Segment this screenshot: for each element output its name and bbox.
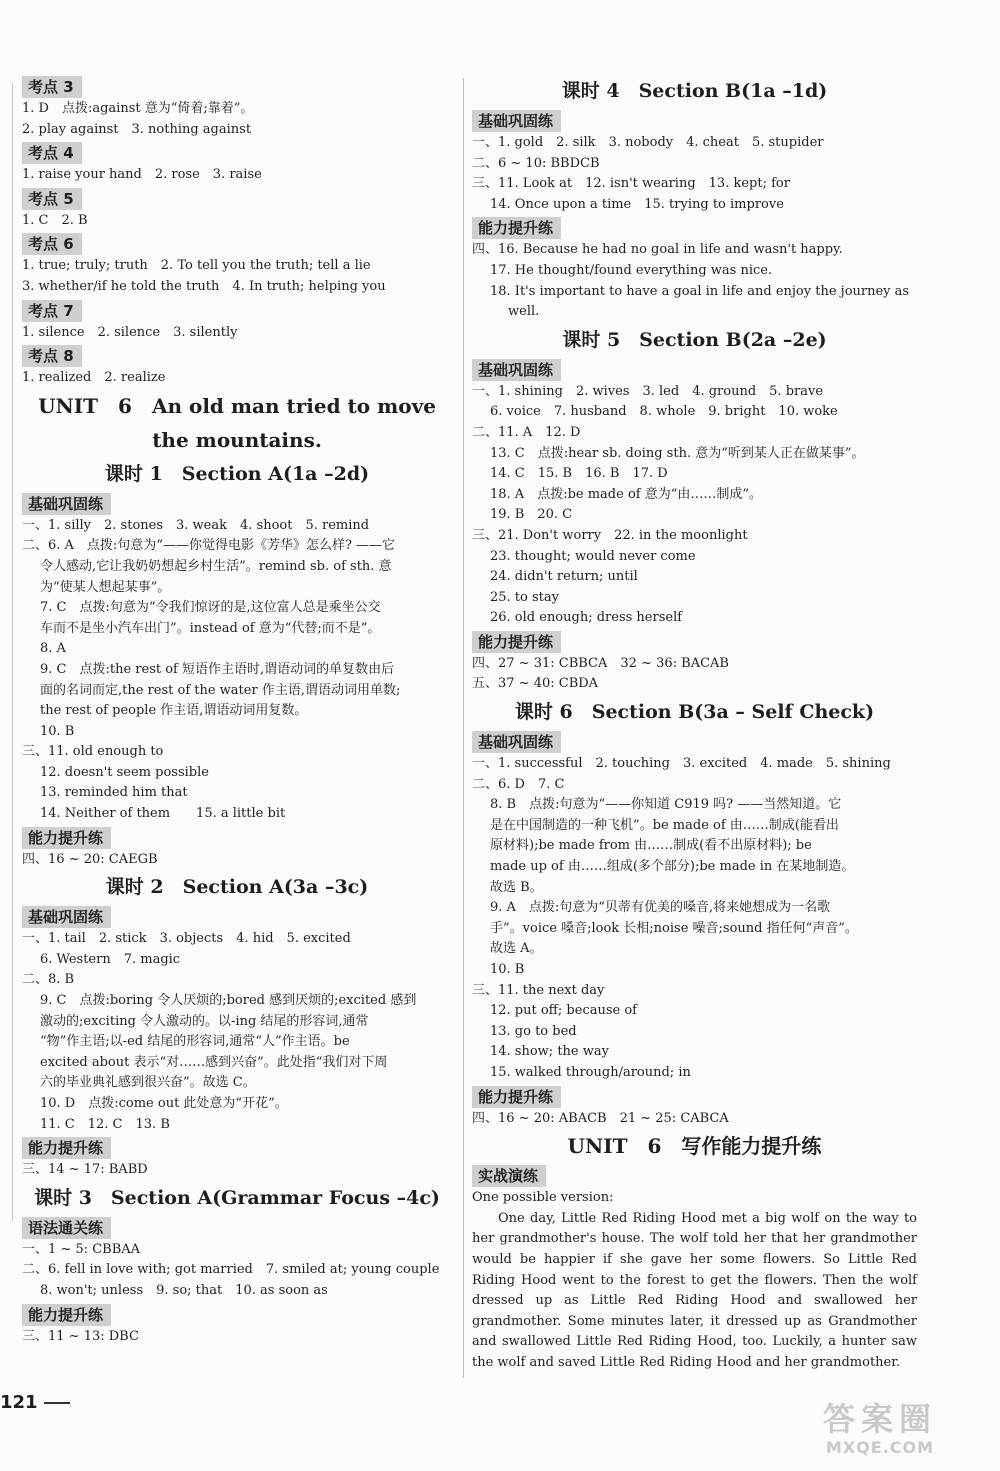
section-tag <box>22 1215 452 1240</box>
answer-line: 10. D 点拨:come out 此处意为“开花”。 <box>40 1096 288 1111</box>
answer-line: 手”。voice 嗓音;look 长相;noise 噪音;sound 指任何“声音”。 <box>490 920 858 936</box>
answer-line: 一、1 ~ 5: CBBAA <box>22 1241 141 1257</box>
answer-line: 8. B 点拨:句意为“——你知道 C919 吗? ——当然知道。它 <box>490 797 842 813</box>
section-tag-label: 基础巩固练 <box>472 110 561 132</box>
answer-line: 一、1. tail 2. stick 3. objects 4. hid 5. excited <box>22 931 351 947</box>
section-tag <box>22 1135 452 1160</box>
answer-line: 一、1. successful 2. touching 3. excited 4. made 5. shining <box>472 756 891 772</box>
answer-line: 二、11. A 12. D <box>472 424 581 440</box>
answer-line: 15. walked through/around; in <box>490 1064 691 1080</box>
answer-line: 1. C 2. B <box>22 212 88 228</box>
answer-line: 19. B 20. C <box>490 507 573 523</box>
answer-line: 8. won't; unless 9. so; that 10. as soon as <box>40 1282 328 1298</box>
answer-line: 四、27 ~ 31: CBBCA 32 ~ 36: BACAB <box>472 655 729 671</box>
answer-line: 17. He thought/found everything was nice. <box>490 262 773 278</box>
answer-line: 是在中国制造的一种飞机”。be made of 由……制成(能看出 <box>490 817 839 833</box>
answer-line: 23. thought; would never come <box>490 548 696 564</box>
lesson-heading: 课时 6 Section B(3a – Self Check) <box>514 701 875 724</box>
answer-line: 1. true; truly; truth 2. To tell you the truth; tell a lie <box>22 258 371 274</box>
answer-line: 25. to stay <box>490 589 559 605</box>
answer-line: 9. A 点拨:句意为“贝蒂有优美的嗓音,将来她想成为一名歌 <box>490 900 831 916</box>
answer-line: 1. D 点拨:against 意为“倚着;靠着”。 <box>22 101 254 116</box>
answer-line: 8. A <box>40 641 66 657</box>
unit-title: the mountains. <box>152 427 322 452</box>
section-tag-label: 考点 3 <box>22 76 82 98</box>
section-tag <box>22 140 452 165</box>
section-tag-label: 能力提升练 <box>472 1086 561 1108</box>
answer-line: 9. C 点拨:boring 令人厌烦的;bored 感到厌烦的;excited 感到 <box>40 993 417 1009</box>
watermark-logo <box>790 1400 970 1460</box>
answer-line: 9. C 点拨:the rest of 短语作主语时,谓语动词的单复数由后 <box>40 661 395 677</box>
section-tag-label: 考点 5 <box>22 188 82 210</box>
section-tag <box>22 904 452 929</box>
section-tag <box>472 215 917 240</box>
answer-line: “物”作主语;以-ed 结尾的形容词,通常“人”作主语。be <box>40 1034 350 1050</box>
answer-line: 令人感动,它让我奶奶想起乡村生活”。remind sb. of sth. 意 <box>40 558 392 574</box>
answer-line: 13. C 点拨:hear sb. doing sth. 意为“听到某人正在做某事”。 <box>490 445 865 461</box>
answer-line: 四、16. Because he had no goal in life and wasn't happy. <box>472 242 843 258</box>
section-tag <box>22 74 452 99</box>
answer-line: 1. silence 2. silence 3. silently <box>22 324 238 340</box>
answer-line: One possible version: <box>472 1190 614 1206</box>
lesson-heading: 课时 1 Section A(1a –2d) <box>104 462 370 485</box>
section-tag <box>22 343 452 368</box>
section-tag-label: 实战演练 <box>472 1165 546 1187</box>
right-column <box>472 74 917 1374</box>
left-margin-rule <box>12 82 13 1222</box>
essay-paragraph: One day, Little Red Riding Hood met a big wolf on the way to her grandmother's house. The wolf told her that her grandmother would be happier if she gave her some flowers. So Little Red Riding Hood went to the forest to get the flowers. Then the wolf dressed up as Little Red Riding Hood and swallowed her grandmother. Some minutes later, it dressed up as Grandmother and swallowed Little Red Riding Hood, too. Luckily, a hunter saw the wolf and saved Little Red Riding Hood and her grandmother. <box>472 1210 917 1370</box>
answer-line: 14. Once upon a time 15. trying to improve <box>490 196 784 212</box>
section-tag <box>22 186 452 211</box>
section-tag-label: 能力提升练 <box>22 827 111 849</box>
section-tag <box>472 629 917 654</box>
section-tag <box>22 825 452 850</box>
watermark-text: 答案圈 <box>822 1400 937 1438</box>
answer-line: 24. didn't return; until <box>490 569 638 585</box>
section-tag <box>22 491 452 516</box>
section-tag <box>22 1302 452 1327</box>
left-column <box>22 74 452 1347</box>
answer-line: 18. It's important to have a goal in life and enjoy the journey as <box>490 283 910 299</box>
section-tag-label: 考点 8 <box>22 345 82 367</box>
section-tag-label: 基础巩固练 <box>472 359 561 381</box>
answer-line: 14. show; the way <box>490 1044 609 1060</box>
section-tag <box>22 231 452 256</box>
page-number: 121 <box>0 1392 70 1413</box>
section-tag <box>472 108 917 133</box>
lesson-heading: 课时 4 Section B(1a –1d) <box>561 80 828 102</box>
answer-line: 为“使某人想起某事”。 <box>40 579 171 595</box>
lesson-heading: 课时 3 Section A(Grammar Focus –4c) <box>34 1186 440 1209</box>
answer-line: 二、8. B <box>22 972 75 988</box>
answer-line: 六的毕业典礼感到很兴奋”。故选 C。 <box>40 1075 256 1091</box>
answer-line: 原材料);be made from 由……制成(看不出原材料); be <box>490 838 812 854</box>
answer-line: 7. C 点拨:句意为“令我们惊讶的是,这位富人总是乘坐公交 <box>40 600 381 616</box>
answer-line: well. <box>508 304 540 320</box>
answer-line: 13. go to bed <box>490 1023 577 1039</box>
section-tag-label: 能力提升练 <box>472 631 561 653</box>
answer-line: 三、21. Don't worry 22. in the moonlight <box>472 527 748 543</box>
section-tag-label: 语法通关练 <box>22 1217 111 1239</box>
answer-line: 三、14 ~ 17: BABD <box>22 1162 148 1178</box>
section-tag <box>472 357 917 382</box>
unit-title: UNIT 6 An old man tried to move <box>38 393 436 418</box>
answer-line: 10. B <box>40 723 75 739</box>
answer-line: 14. Neither of them 15. a little bit <box>40 806 286 822</box>
section-tag-label: 基础巩固练 <box>472 731 561 753</box>
lesson-heading: 课时 2 Section A(3a –3c) <box>105 876 369 899</box>
answer-line: 1. realized 2. realize <box>22 370 166 386</box>
section-tag-label: 考点 7 <box>22 300 82 322</box>
section-tag-label: 基础巩固练 <box>22 493 111 515</box>
answer-line: 二、6. A 点拨:句意为“——你觉得电影《芳华》怎么样? ——它 <box>22 538 396 554</box>
section-tag-label: 能力提升练 <box>22 1304 111 1326</box>
answer-line: 三、11. old enough to <box>22 744 164 760</box>
section-tag-label: 基础巩固练 <box>22 906 111 928</box>
answer-line: 12. put off; because of <box>490 1003 637 1019</box>
section-tag-label: 能力提升练 <box>472 217 561 239</box>
answer-line: 四、16 ~ 20: CAEGB <box>22 851 158 867</box>
answer-line: 12. doesn't seem possible <box>40 764 209 780</box>
answer-line: 26. old enough; dress herself <box>490 610 683 626</box>
answer-line: 四、16 ~ 20: ABACB 21 ~ 25: CABCA <box>472 1110 729 1126</box>
section-tag-label: 考点 6 <box>22 233 82 255</box>
section-tag <box>22 298 452 323</box>
answer-line: 6. Western 7. magic <box>40 951 181 967</box>
answer-line: 10. B <box>490 962 525 977</box>
answer-line: 三、11. the next day <box>472 982 605 998</box>
answer-line: 13. reminded him that <box>40 785 188 801</box>
lesson-heading: 课时 5 Section B(2a –2e) <box>562 328 827 351</box>
answer-line: 二、6. fell in love with; got married 7. smiled at; young couple <box>22 1262 440 1278</box>
section-tag <box>472 1084 917 1109</box>
answer-line: 二、6. D 7. C <box>472 776 565 792</box>
answer-line: 1. raise your hand 2. rose 3. raise <box>22 167 262 183</box>
section-tag-label: 能力提升练 <box>22 1137 111 1159</box>
answer-line: 18. A 点拨:be made of 意为“由……制成”。 <box>490 486 763 502</box>
answer-line: 五、37 ~ 40: CBDA <box>472 676 599 692</box>
answer-line: made up of 由……组成(多个部分);be made in 在某地制造。 <box>490 859 855 875</box>
answer-line: 二、6 ~ 10: BBDCB <box>472 155 600 171</box>
answer-line: 故选 A。 <box>490 941 543 957</box>
section-tag <box>472 729 917 754</box>
answer-line: 一、1. silly 2. stones 3. weak 4. shoot 5. remind <box>22 517 370 533</box>
answer-line: 三、11 ~ 13: DBC <box>22 1328 139 1344</box>
answer-line: 故选 B。 <box>490 879 543 895</box>
answer-line: excited about 表示“对……感到兴奋”。此处指“我们对下周 <box>40 1054 388 1070</box>
answer-line: 14. C 15. B 16. B 17. D <box>490 466 668 482</box>
answer-line: the rest of people 作主语,谓语动词用复数。 <box>40 703 308 719</box>
answer-line: 6. voice 7. husband 8. whole 9. bright 10. woke <box>490 404 838 420</box>
column-divider <box>463 78 464 1378</box>
answer-line: 车而不是坐小汽车出门”。instead of 意为“代替;而不是”。 <box>40 620 381 636</box>
watermark-url: MXQE.COM <box>825 1438 935 1457</box>
section-tag <box>472 1163 917 1188</box>
section-tag-label: 考点 4 <box>22 142 82 164</box>
answer-line: 三、11. Look at 12. isn't wearing 13. kept; for <box>472 176 790 192</box>
answer-line: 2. play against 3. nothing against <box>22 121 252 137</box>
answer-line: 面的名词而定,the rest of the water 作主语,谓语动词用单数; <box>40 682 401 698</box>
answer-line: 激动的;exciting 令人激动的。以-ing 结尾的形容词,通常 <box>40 1013 369 1029</box>
answer-line: 3. whether/if he told the truth 4. In truth; helping you <box>22 278 386 294</box>
answer-line: 11. C 12. C 13. B <box>40 1116 170 1132</box>
answer-line: 一、1. gold 2. silk 3. nobody 4. cheat 5. stupider <box>472 135 824 150</box>
answer-line: 一、1. shining 2. wives 3. led 4. ground 5. brave <box>472 383 824 399</box>
unit-title: UNIT 6 写作能力提升练 <box>567 1134 822 1159</box>
